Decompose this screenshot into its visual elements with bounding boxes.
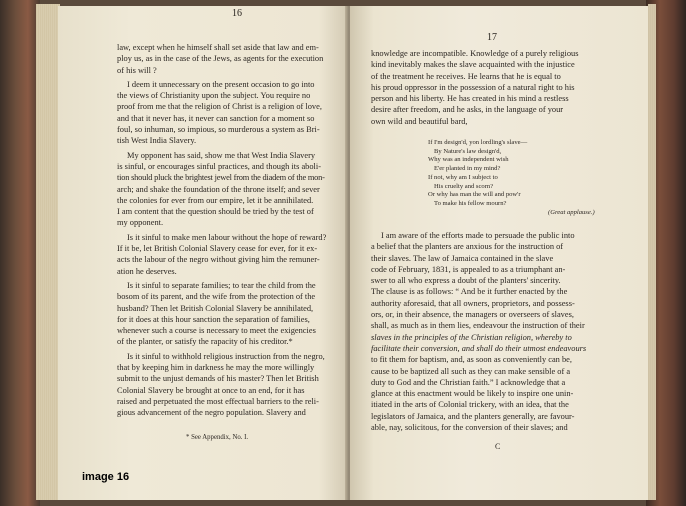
poem-stanza <box>428 139 527 209</box>
text-line: raised and perpetuated the most effectual barriers to the reli- <box>117 396 319 406</box>
text-line: to fit them for baptism, and, as soon as conveniently can be, <box>371 355 572 365</box>
text-line: and that it never has, it never can sanction for a moment so <box>117 113 315 123</box>
text-line: My opponent has said, show me that West India Slavery <box>127 150 316 160</box>
text-line: authority aforesaid, that all owners, proprietors, and possess- <box>371 298 575 308</box>
text-line: If it be, let British Colonial Slavery cease for ever, for it ex- <box>117 244 318 254</box>
text-line: ploy us, as in the case of the Jews, as agents for the execution <box>117 54 324 64</box>
book-cover-left <box>0 0 40 506</box>
text-line: his proud oppressor in the possession of a natural right to his <box>371 82 575 92</box>
text-line: of his will ? <box>117 65 157 75</box>
text-line: ors, or, in their absence, the managers or overseers of slaves, <box>371 310 574 320</box>
text-line: law, except when he himself shall set aside that law and em- <box>117 43 319 52</box>
text-line: desire after freedom, and he asks, in the language of your <box>371 105 564 115</box>
text-line: whenever such a course is necessary to meet the exigencies <box>117 326 316 336</box>
page-edges-right <box>648 4 656 500</box>
text-line: acts the labour of the negro without giving him the remuner- <box>117 255 320 265</box>
poem-line: If not, why am I subject to <box>428 173 498 181</box>
text-line: tish West India Slavery. <box>117 136 197 146</box>
text-line: legislators of Jamaica, and the planters generally, are favour- <box>371 411 575 421</box>
text-line: arch; and shake the foundation of the throne itself; and sever <box>117 184 320 194</box>
text-line: code of February, 1831, is appealed to as a triumphant an- <box>371 264 566 274</box>
text-line: facilitate their conversion, and shall do their utmost endeavours <box>371 343 587 353</box>
poem-line: E'er planted in my mind? <box>434 165 501 173</box>
left-page-body <box>117 42 335 419</box>
text-line: able, nay, solicitous, for the conversion of their slaves; and <box>371 423 568 433</box>
text-line: glance at this enactment would be likely to inspire one unin- <box>371 389 574 399</box>
text-line: a belief that the planters are anxious for the instruction of <box>371 242 564 252</box>
text-line: that by keeping him in darkness he may the more willingly <box>117 363 315 373</box>
text-line: submit to the unjust demands of his master? Then let British <box>117 374 319 384</box>
text-line: knowledge are incompatible. Knowledge of a purely religious <box>371 49 579 58</box>
right-page-body-top <box>371 48 630 127</box>
text-line: bosom of its parent, and the wife from the protection of the <box>117 292 316 302</box>
text-line: person and his liberty. He has created in his mind a restless <box>371 94 569 104</box>
poem-line: His cruelty and scorn? <box>434 182 494 190</box>
poem-line: By Nature's law design'd, <box>434 147 502 155</box>
page-edges-left <box>36 4 60 500</box>
text-line: The clause is as follows: “ And be it further enacted by the <box>371 287 568 297</box>
text-line: duty to God and the Christian faith.” I acknowledge that a <box>371 377 566 387</box>
text-line: of the planter, or satisfy the rapacity of his creditor.* <box>117 337 293 347</box>
text-line: I deem it unnecessary on the present occasion to go into <box>127 79 315 89</box>
applause-note: (Great applause.) <box>548 209 595 216</box>
text-line: I am content that the question should be tried by the test of <box>117 207 314 217</box>
text-line: own wild and beautiful bard, <box>371 116 468 126</box>
text-line: swer to all who express a doubt of the planters' sincerity. <box>371 276 561 286</box>
text-line: my opponent. <box>117 218 164 228</box>
poem-line: If I'm design'd, yon lordling's slave— <box>428 139 528 146</box>
text-line: of the treatment he receives. He learns that he is equal to <box>371 71 561 81</box>
poem-line: Why was an independent wish <box>428 156 509 164</box>
text-line: Colonial Slavery be brought at once to an end, for it has <box>117 385 305 395</box>
text-line: cause to be baptized all such as they can make sensible of a <box>371 366 571 376</box>
left-page-footnote: * See Appendix, No. I. <box>186 434 249 441</box>
text-line: Is it sinful to separate families; to tear the child from the <box>127 280 316 290</box>
text-line: husband? Then let British Colonial Slavery be annihilated, <box>117 303 314 313</box>
text-line: Is it sinful to make men labour without the hope of reward? <box>127 232 327 242</box>
text-line: is sinful, or encourages sinful practices, and though its aboli- <box>117 161 321 171</box>
text-line: gious advancement of the negro population. Slavery and <box>117 408 306 418</box>
image-label: image 16 <box>82 471 130 483</box>
text-line: Is it sinful to withhold religious instruction from the negro, <box>127 351 325 361</box>
text-line: tion should pluck the brightest jewel from the diadem of the mon- <box>117 173 325 183</box>
poem-line: Or why has man the will and pow'r <box>428 191 521 199</box>
text-line: kind inevitably makes the slave acquainted with the injustice <box>371 60 575 70</box>
text-line: for it does at this hour sanction the separation of families, <box>117 314 310 324</box>
right-page-body-bottom <box>371 230 630 433</box>
left-page-number: 16 <box>232 8 242 19</box>
text-line: the colonies for ever from our empire, let it be annihilated. <box>117 195 314 205</box>
signature-mark: C <box>495 442 501 451</box>
text-line: their slaves. The law of Jamaica contained in the slave <box>371 253 554 263</box>
text-line: slaves in the principles of the Christian religion, whereby to <box>371 332 572 342</box>
text-line: the views of Christianity upon the subject. You require no <box>117 91 311 101</box>
text-line: I am aware of the efforts made to persuade the public into <box>381 231 575 240</box>
text-line: foul, so inhuman, so impious, so murderous a system as Bri- <box>117 125 320 135</box>
text-line: proof from me that the religion of Christ is a religion of love, <box>117 102 322 112</box>
text-line: shall, as much as in them lies, endeavour the instruction of their <box>371 321 585 331</box>
right-page-number: 17 <box>487 32 497 43</box>
poem-line: To make his fellow mourn? <box>434 199 507 207</box>
text-line: ation he deserves. <box>117 266 177 276</box>
text-line: itiated in the arts of Colonial trickery, with an idea, that the <box>371 400 569 410</box>
